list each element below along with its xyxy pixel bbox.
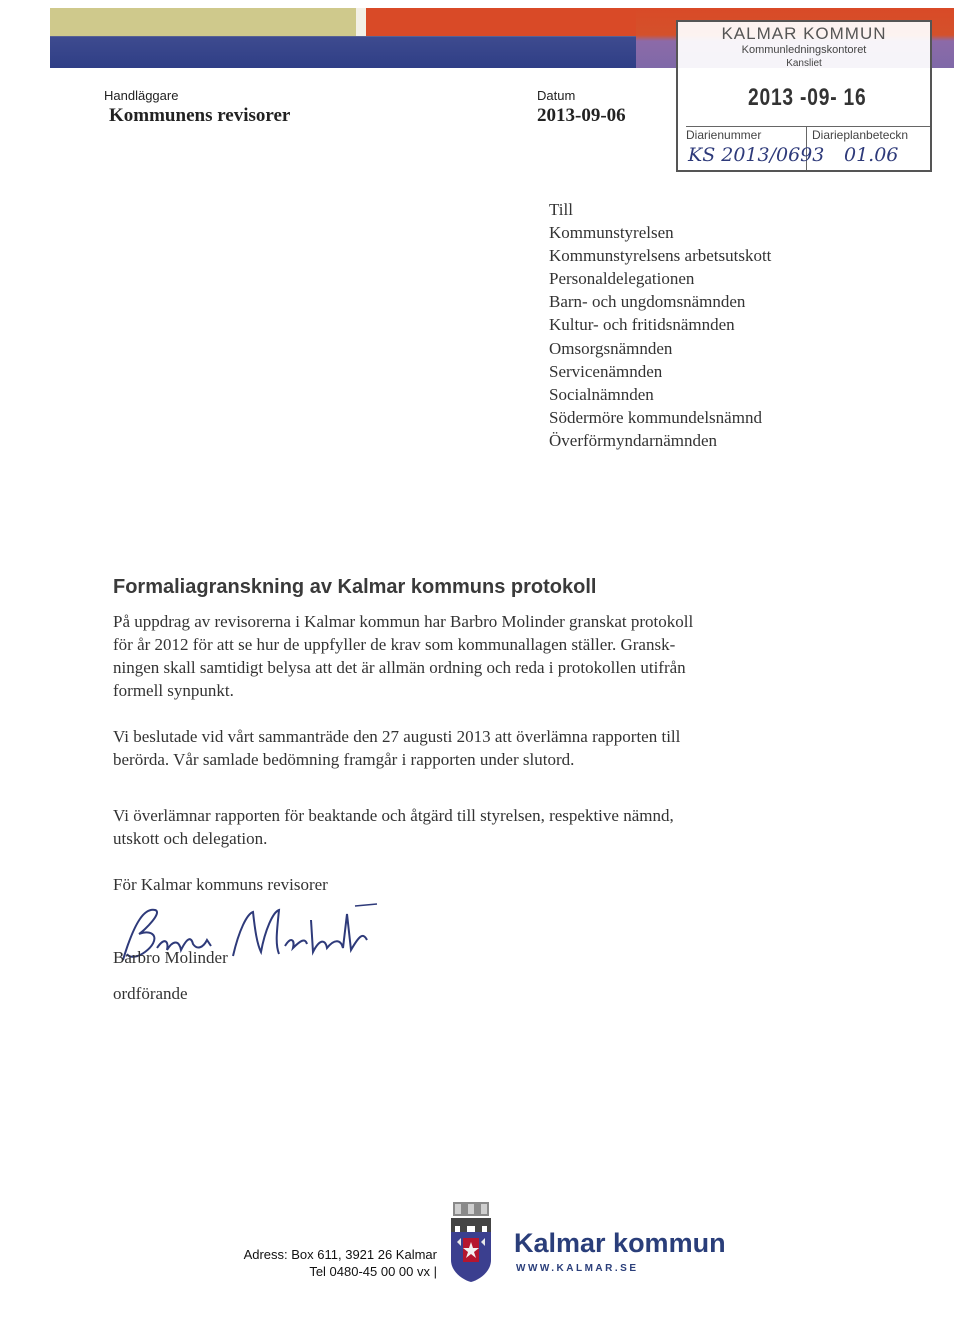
datum-label: Datum [537, 88, 576, 103]
letter-heading: Formaliagranskning av Kalmar kommuns protokoll [113, 576, 597, 598]
recipient-intro: Till [549, 200, 573, 219]
stamp-title: KALMAR KOMMUN [721, 24, 887, 43]
recipient-item: Barn- och ungdomsnämnden [549, 292, 746, 312]
closing-line: För Kalmar kommuns revisorer [113, 875, 328, 894]
recipient-item: Södermöre kommundelsnämnd [549, 407, 762, 427]
footer-address-line: Adress: Box 611, 3921 26 Kalmar [243, 1247, 437, 1262]
paragraph-3 [113, 804, 833, 850]
signatory-name: Barbro Molinder [113, 948, 228, 967]
paragraph-line: Vi beslutade vid vårt sammanträde den 27 augusti 2013 att överlämna rapporten till [113, 727, 681, 746]
paragraph-line: berörda. Vår samlade bedömning framgår i rapporten under slutord. [113, 750, 575, 769]
stamp-office: Kommunledningskontoret [741, 44, 867, 56]
paragraph-1 [113, 610, 833, 702]
recipient-item: Servicenämnden [549, 361, 663, 381]
stamp-received-date: 2013 -09- 16 [748, 84, 867, 111]
kalmar-coat-of-arms-icon [449, 1202, 493, 1282]
stamp-divider [686, 126, 930, 127]
paragraph-line: På uppdrag av revisorerna i Kalmar kommun har Barbro Molinder granskat protokoll [113, 612, 694, 631]
paragraph-2 [113, 725, 833, 771]
paragraph-line: utskott och delegation. [113, 829, 268, 848]
diarieplanbeteckn-label: Diarieplanbeteckn [812, 128, 909, 142]
paragraph-line: ningen skall samtidigt belysa att det är allmän ordning och reda i protokollen utifrån [113, 658, 686, 677]
recipient-item: Överförmyndarnämnden [549, 430, 718, 450]
recipient-item: Personaldelegationen [549, 269, 695, 289]
received-stamp [676, 20, 932, 172]
datum-value: 2013-09-06 [537, 105, 626, 126]
brand-name: Kalmar kommun [514, 1228, 726, 1258]
recipient-item: Omsorgsnämnden [549, 338, 673, 358]
paragraph-line: Vi överlämnar rapporten för beaktande och åtgärd till styrelsen, respektive nämnd, [113, 806, 674, 825]
footer-phone-line: Tel 0480-45 00 00 vx | [309, 1264, 437, 1279]
recipient-item: Socialnämnden [549, 384, 654, 404]
header-band-yellow [50, 8, 356, 36]
recipient-item: Kultur- och fritidsnämnden [549, 315, 735, 335]
diarienummer-label: Diarienummer [686, 128, 762, 142]
signatory-title: ordförande [113, 984, 188, 1003]
handlaggare-label: Handläggare [104, 88, 179, 103]
paragraph-line: för år 2012 för att se hur de uppfyller de krav som kommunallagen ställer. Gransk- [113, 635, 676, 654]
header-band-red-strip [366, 8, 636, 36]
brand-url: WWW.KALMAR.SE [516, 1263, 639, 1274]
footer-address [244, 1246, 437, 1280]
stamp-unit: Kansliet [786, 58, 822, 69]
diarieplanbeteckn-value: 01.06 [844, 144, 899, 166]
paragraph-line: formell synpunkt. [113, 681, 234, 700]
handlaggare-value: Kommunens revisorer [109, 105, 291, 126]
recipient-item: Kommunstyrelsen [549, 223, 674, 243]
diarienummer-value: KS 2013/0693 [688, 144, 825, 166]
recipient-item: Kommunstyrelsens arbetsutskott [549, 246, 772, 266]
recipient-block [549, 198, 771, 452]
